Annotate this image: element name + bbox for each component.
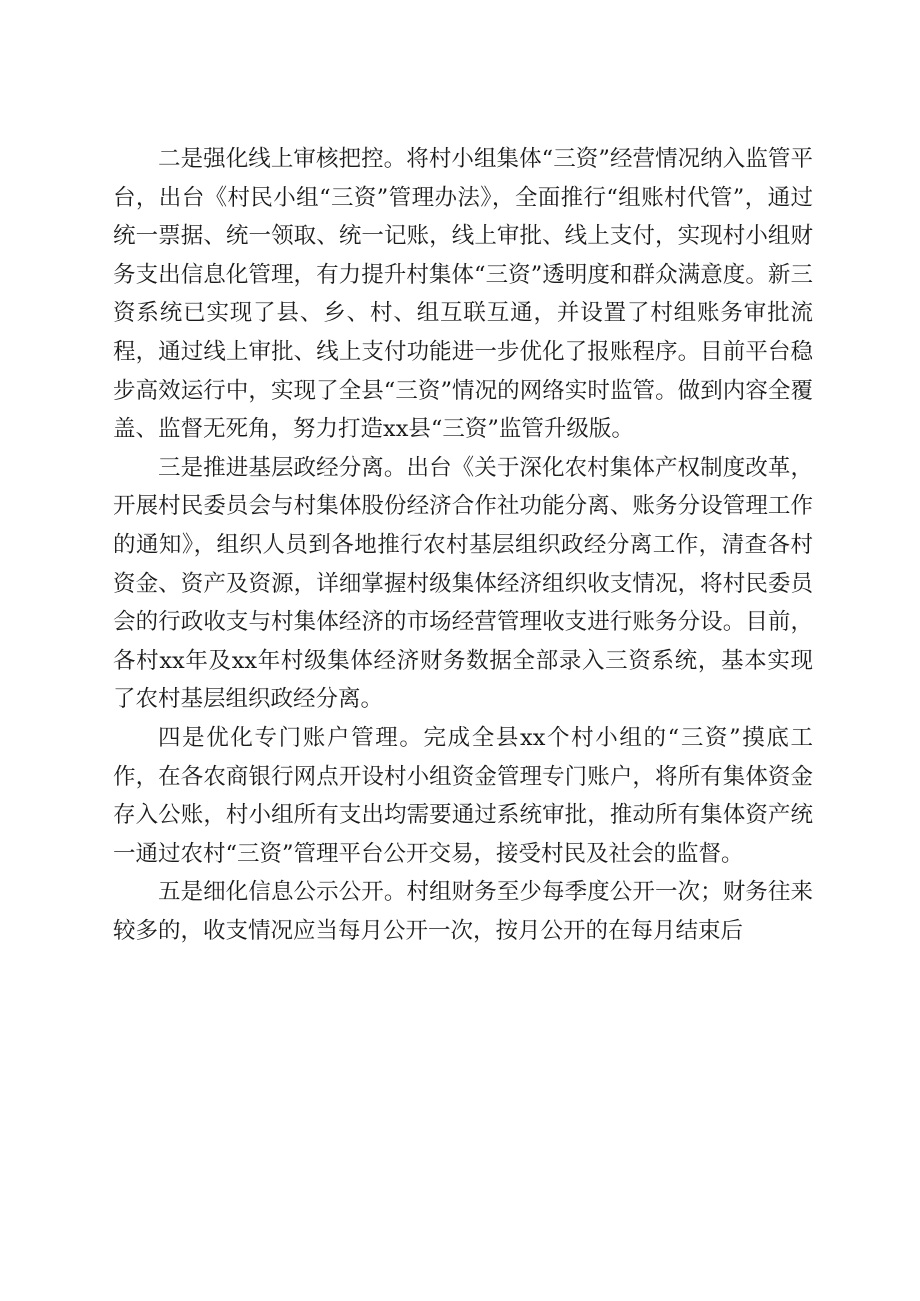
paragraph-online-review: 二是强化线上审核把控。将村小组集体“三资”经营情况纳入监管平台，出台《村民小组“三资”管理办法》，全面推行“组账村代管”，通过统一票据、统一领取、统一记账，线上审批、线上支付，实现村小组财务支出信息化管理，有力提升村集体“三资”透明度和群众满意度。新三资系统已实现了县、乡、村、组互联互通，并设置了村组账务审批流程，通过线上审批、线上支付功能进一步优化了报账程序。目前平台稳步高效运行中，实现了全县“三资”情况的网络实时监管。做到内容全覆盖、监督无死角，努力打造xx县“三资”监管升级版。 (113, 146, 813, 443)
paragraph-separation: 三是推进基层政经分离。出台《关于深化农村集体产权制度改革，开展村民委员会与村集体股份经济合作社功能分离、账务分设管理工作的通知》，组织人员到各地推行农村基层组织政经分离工作，清查各村资金、资产及资源，详细掌握村级集体经济组织收支情况，将村民委员会的行政收支与村集体经济的市场经营管理收支进行账务分设。目前，各村xx年及xx年村级集体经济财务数据全部录入三资系统，基本实现了农村基层组织政经分离。 (113, 454, 813, 713)
document-body (113, 140, 813, 950)
paragraph-disclosure: 五是细化信息公示公开。村组财务至少每季度公开一次；财务往来较多的，收支情况应当每月公开一次，按月公开的在每月结束后 (113, 879, 813, 944)
paragraph-account-management: 四是优化专门账户管理。完成全县xx个村小组的“三资”摸底工作，在各农商银行网点开设村小组资金管理专门账户，将所有集体资金存入公账，村小组所有支出均需要通过系统审批，推动所有集体资产统一通过农村“三资”管理平台公开交易，接受村民及社会的监督。 (113, 724, 813, 867)
